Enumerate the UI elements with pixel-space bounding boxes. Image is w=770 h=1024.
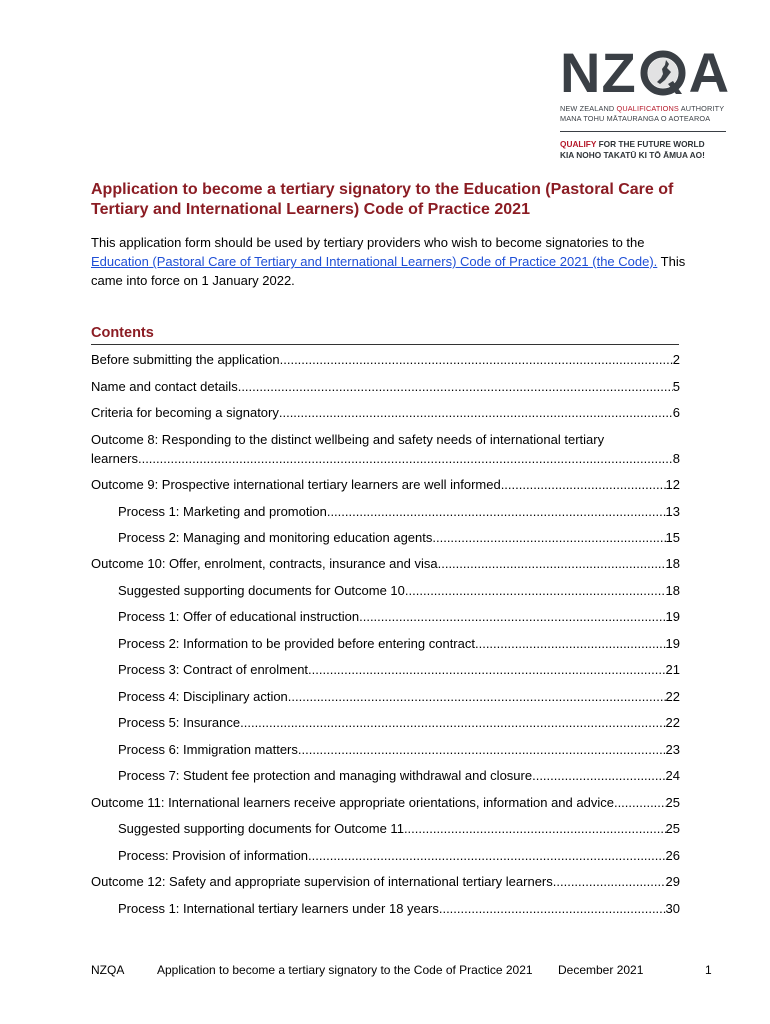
toc-item[interactable]: Process 2: Information to be provided before entering contract ..... 19 [118, 635, 680, 652]
toc-item[interactable]: Process 2: Managing and monitoring education agents ..... 15 [118, 529, 680, 546]
logo-authority-line: NEW ZEALAND QUALIFICATIONS AUTHORITY [560, 104, 725, 113]
document-title: Application to become a tertiary signatory to the Education (Pastoral Care of Tertiary and International Learners) Code of Practice 2021 [91, 181, 674, 218]
toc-item[interactable]: Before submitting the application ..... 2 [91, 351, 680, 368]
contents-heading: Contents [91, 324, 679, 345]
logo-tagline-maori: KIA NOHO TAKATŪ KI TŌ ĀMUA AO! [560, 150, 705, 160]
toc-item[interactable]: Process 7: Student fee protection and managing withdrawal and closure ..... 24 [118, 767, 680, 784]
logo-q-globe-icon [638, 48, 688, 98]
logo-divider [560, 131, 726, 132]
toc-item[interactable]: Process 6: Immigration matters ..... 23 [118, 741, 680, 758]
footer-date: December 2021 [558, 963, 644, 977]
logo-tagline: QUALIFY FOR THE FUTURE WORLD [560, 139, 705, 149]
toc-item[interactable]: Outcome 12: Safety and appropriate supervision of international tertiary learners ..... 29 [91, 873, 680, 890]
toc-item[interactable]: Process 3: Contract of enrolment ..... 21 [118, 661, 680, 678]
logo-maori-line: MANA TOHU MĀTAURANGA O AOTEAROA [560, 114, 711, 123]
toc-item[interactable]: Suggested supporting documents for Outcome 10 ..... 18 [118, 582, 680, 599]
toc-item[interactable]: Process 1: International tertiary learners under 18 years ..... 30 [118, 900, 680, 917]
toc-item[interactable]: Process 5: Insurance ..... 22 [118, 714, 680, 731]
toc-item[interactable]: Outcome 9: Prospective international tertiary learners are well informed ..... 12 [91, 476, 680, 493]
toc-item[interactable]: Process 1: Offer of educational instruction ..... 19 [118, 608, 680, 625]
logo-letters-right: A [688, 41, 731, 104]
nzqa-logo [560, 41, 731, 161]
code-of-practice-link[interactable]: Education (Pastoral Care of Tertiary and International Learners) Code of Practice 2021 (the Code). [91, 254, 658, 269]
toc-item[interactable]: Outcome 8: Responding to the distinct wellbeing and safety needs of international tertiary learners ..... 8 [91, 430, 680, 468]
logo-wordmark [560, 41, 731, 104]
toc-item[interactable]: Outcome 11: International learners receive appropriate orientations, information and advice ..... 25 [91, 794, 680, 811]
toc-item[interactable]: Process 1: Marketing and promotion ..... 13 [118, 503, 680, 520]
toc-item[interactable]: Process 4: Disciplinary action ..... 22 [118, 688, 680, 705]
toc-item[interactable]: Process: Provision of information ..... 26 [118, 847, 680, 864]
footer-org: NZQA [91, 963, 125, 977]
toc-item[interactable]: Criteria for becoming a signatory ..... 6 [91, 404, 680, 421]
logo-letters-left: NZ [560, 41, 637, 104]
toc-item[interactable]: Outcome 10: Offer, enrolment, contracts, insurance and visa ..... 18 [91, 555, 680, 572]
intro-paragraph: This application form should be used by tertiary providers who wish to become signatories to the Education (Pastoral Care of Tertiary and International Learners) Code of Practice 2021 (the Code). This came into force on 1 January 2022. [91, 235, 686, 288]
footer-page-number: 1 [705, 963, 712, 977]
toc-item[interactable]: Name and contact details ..... 5 [91, 378, 680, 395]
toc-item[interactable]: Suggested supporting documents for Outcome 11 ..... 25 [118, 820, 680, 837]
footer-document-title: Application to become a tertiary signatory to the Code of Practice 2021 [157, 963, 533, 977]
